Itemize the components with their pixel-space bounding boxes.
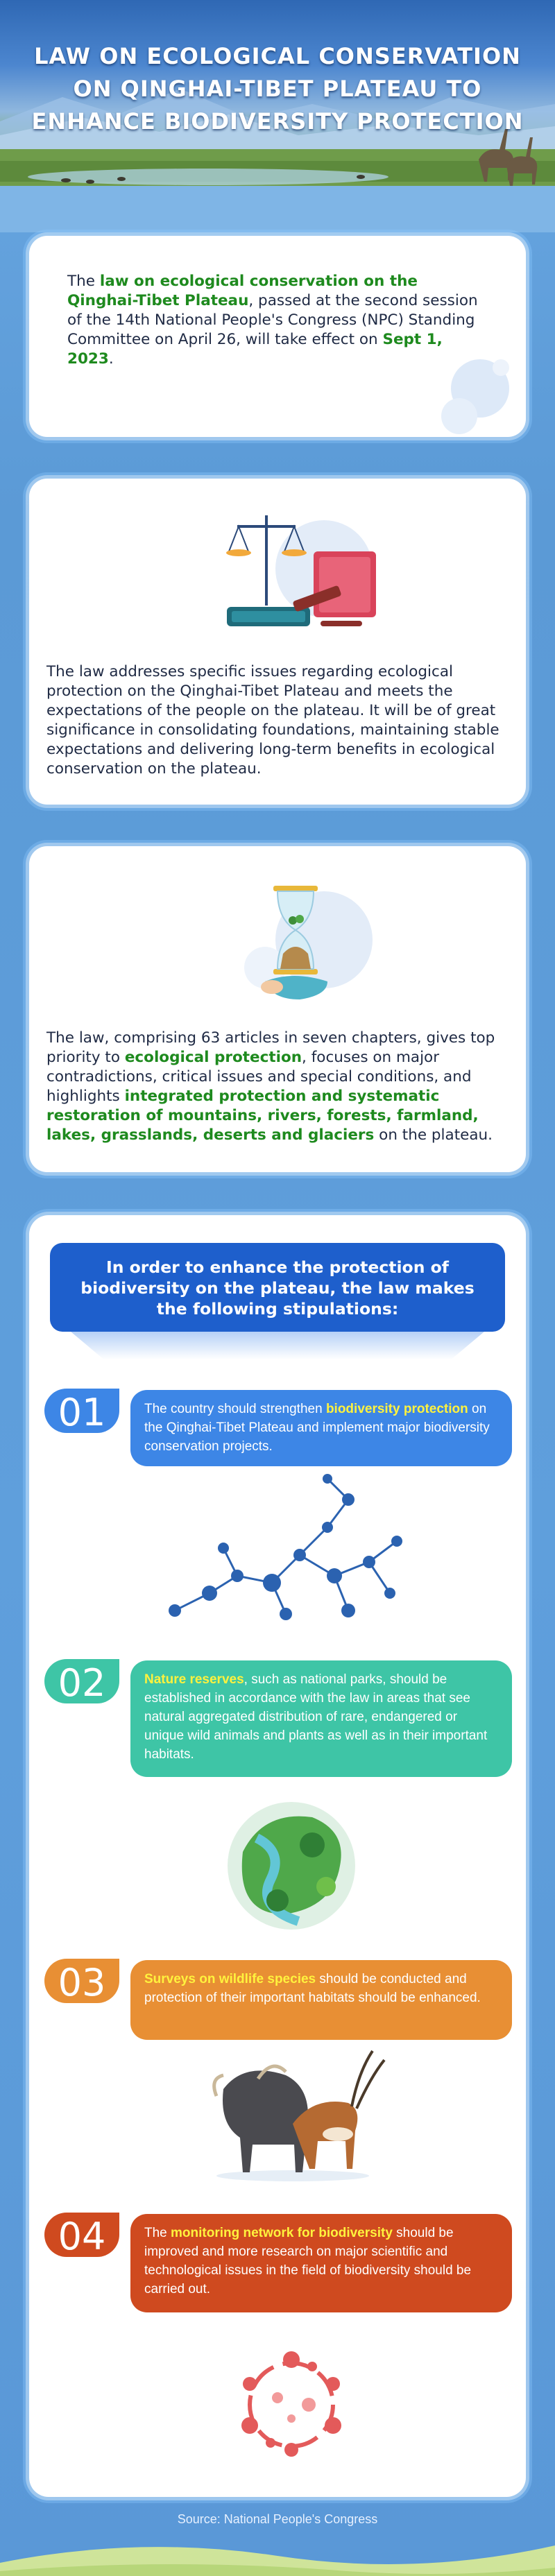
- item-number-01: 01: [44, 1389, 119, 1433]
- stipulations-card: [29, 1215, 526, 2497]
- source-credit: Source: National People's Congress: [177, 2512, 378, 2526]
- intro-card: [29, 236, 526, 437]
- stipulations-banner: [50, 1243, 505, 1332]
- significance-text: The law addresses specific issues regarding ecological protection on the Qinghai-Tibet Plateau and meets the expectations of the people on the plateau. It will be of great significance in consolidating foundations, maintaining stable expectations and delivering long-term benefits in ecological conservation on the plateau.: [46, 663, 500, 778]
- bio-network-ring-icon: [222, 2335, 361, 2474]
- scales-of-justice-icon: [216, 510, 383, 649]
- header-banner: [0, 0, 555, 232]
- structure-card: [29, 846, 526, 1172]
- item-number-03: 03: [44, 1959, 119, 2003]
- stipulation-box-01: The country should strengthen biodiversity protection on the Qinghai-Tibet Plateau and implement major biodiversity conservation projects.: [130, 1390, 512, 1466]
- stipulation-box-04: The monitoring network for biodiversity should be improved and more research on major scientific and technological issues in the field of biodiversity should be carried out.: [130, 2214, 512, 2312]
- stipulation-box-02: Nature reserves, such as national parks, should be established in accordance with the law in areas that see natural aggregated distribution of rare, endangered or unique wild animals and plants as well as in their important habitats.: [130, 1660, 512, 1777]
- banner-light-decoration: [71, 1332, 484, 1359]
- stipulation-box-03: Surveys on wildlife species should be conducted and protection of their important habitats should be enhanced.: [130, 1960, 512, 2040]
- item-number-02: 02: [44, 1659, 119, 1703]
- intro-text: The law on ecological conservation on the Qinghai-Tibet Plateau, passed at the second session of the 14th National People's Congress (NPC) Standing Committee on April 26, will take effect on Sept 1, 2023.: [67, 273, 478, 368]
- stipulations-heading: In order to enhance the protection of biodiversity on the plateau, the law makes the following stipulations:: [80, 1257, 475, 1319]
- page-title: LAW ON ECOLOGICAL CONSERVATION ON QINGHAI-TIBET PLATEAU TO ENHANCE BIODIVERSITY PROTECTION: [31, 43, 524, 135]
- structure-text: The law, comprising 63 articles in seven chapters, gives top priority to ecological protection, focuses on major contradictions, critical issues and special conditions, and highlights integrated protection and systematic restoration of mountains, rivers, forests, farmland, lakes, grasslands, deserts and glaciers on the plateau.: [46, 1029, 495, 1144]
- hourglass-plant-icon: [223, 877, 390, 1016]
- item-number-04: 04: [44, 2213, 119, 2257]
- wildlife-yak-antelope-icon: [210, 2047, 390, 2186]
- nature-globe-icon: [222, 1796, 361, 1935]
- grass-ground-decoration: [0, 2535, 555, 2576]
- molecule-network-icon: [161, 1472, 425, 1624]
- significance-card: [29, 479, 526, 805]
